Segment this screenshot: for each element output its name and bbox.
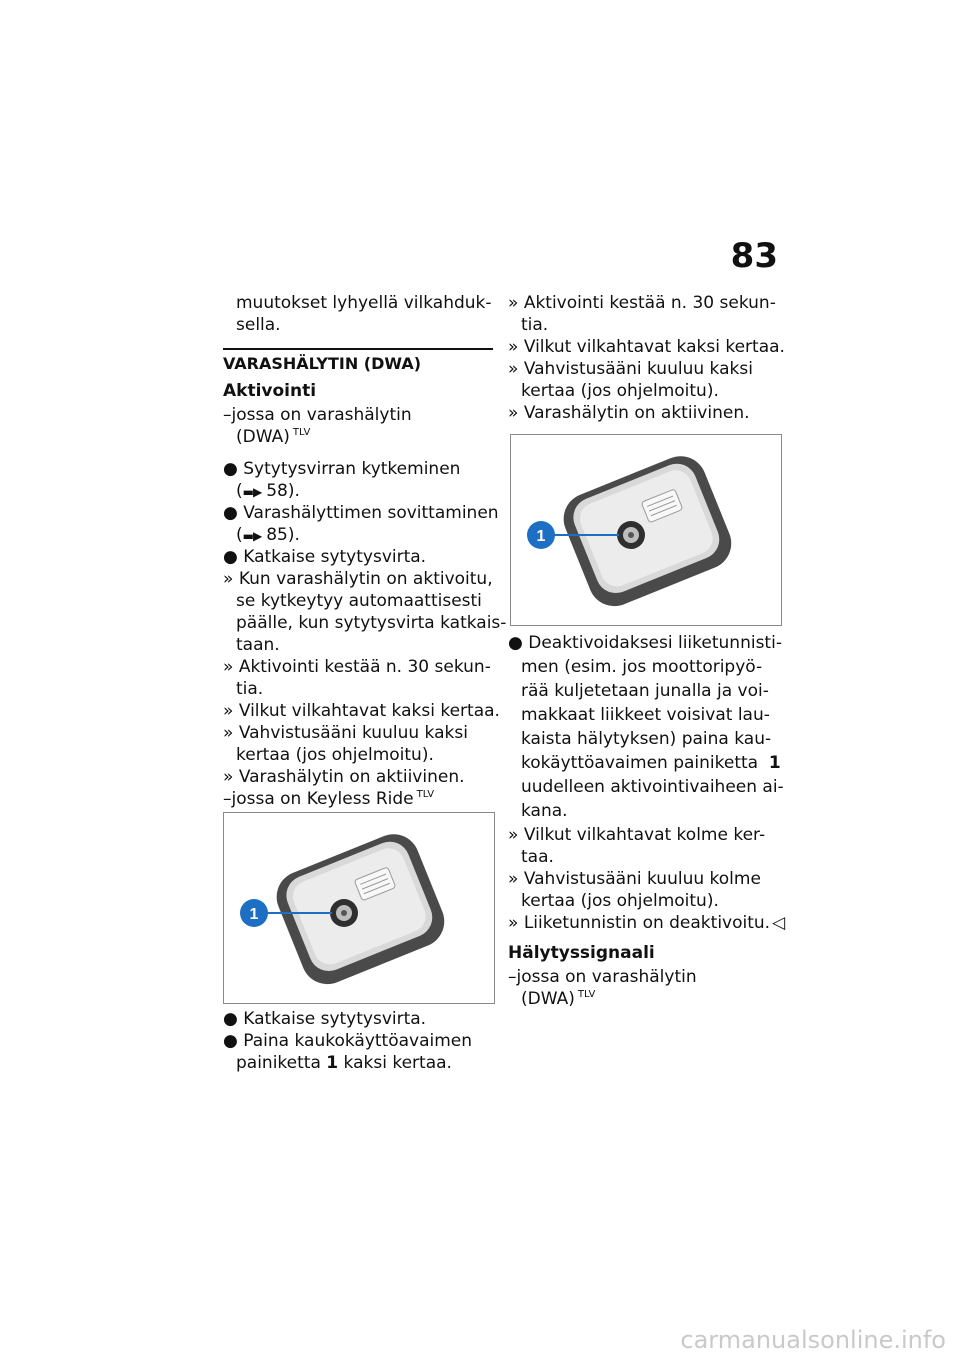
result-line: taa. (521, 847, 554, 867)
figure-callout: 1 (249, 906, 259, 923)
bullet-item: ● Paina kaukokäyttöavaimen (223, 1031, 473, 1051)
bullet-item: ● Varashälyttimen sovittaminen (223, 503, 499, 523)
result-item: » Vahvistusääni kuuluu kolme (508, 869, 761, 889)
condition-line: –jossa on varashälytin (223, 405, 412, 425)
bullet-line: uudelleen aktivointivaiheen ai- (521, 777, 784, 797)
bullet-line: kaista hälytyksen) paina kau- (521, 729, 772, 749)
double-chevron-icon: » (223, 723, 234, 743)
result-item: » Varashälytin on aktiivinen. (223, 767, 465, 787)
result-line: kertaa (jos ohjelmoitu). (236, 745, 434, 765)
intro-line: sella. (236, 315, 281, 335)
double-chevron-icon: » (223, 701, 234, 721)
page-reference[interactable]: (▬▶ 85). (236, 525, 300, 545)
bullet-icon: ● (223, 547, 238, 567)
result-item: » Varashälytin on aktiivinen. (508, 403, 750, 423)
bullet-item: ● Katkaise sytytysvirta. (223, 1009, 427, 1029)
page-number: 83 (730, 236, 778, 276)
condition-line: (DWA) $^{TLV}$ (236, 427, 311, 447)
result-line: se kytkeytyy automaattisesti (236, 591, 482, 611)
result-item: » Liiketunnistin on deaktivoitu. ◁ (508, 913, 786, 933)
result-item: » Aktivointi kestää n. 30 sekun- (223, 657, 491, 677)
tlv-superscript: TLV (577, 989, 596, 1000)
subheading: Hälytyssignaali (508, 943, 655, 963)
result-item: » Kun varashälytin on aktivoitu, (223, 569, 493, 589)
page-reference-arrow-icon: ▬▶ (242, 485, 262, 499)
watermark: carmanualsonline.info (680, 1326, 946, 1354)
subheading: Aktivointi (223, 381, 317, 401)
result-line: kertaa (jos ohjelmoitu). (521, 891, 719, 911)
bullet-icon: ● (223, 1031, 238, 1051)
double-chevron-icon: » (508, 337, 519, 357)
bullet-icon: ● (223, 503, 238, 523)
key-fob-illustration (511, 435, 781, 625)
bullet-icon: ● (508, 633, 523, 653)
condition-line: (DWA) $^{TLV}$ (521, 989, 596, 1009)
bullet-item: ● Deaktivoidaksesi liiketunnisti- (508, 633, 782, 653)
result-item: » Vilkut vilkahtavat kolme ker- (508, 825, 766, 845)
result-item: » Aktivointi kestää n. 30 sekun- (508, 293, 776, 313)
bullet-line: kana. (521, 801, 568, 821)
double-chevron-icon: » (508, 913, 519, 933)
result-line: tia. (521, 315, 549, 335)
double-chevron-icon: » (223, 767, 234, 787)
tlv-superscript: TLV (416, 789, 435, 800)
section-heading: VARASHÄLYTIN (DWA) (223, 354, 422, 373)
end-triangle-icon: ◁ (772, 913, 786, 933)
result-line: kertaa (jos ohjelmoitu). (521, 381, 719, 401)
double-chevron-icon: » (508, 869, 519, 889)
bullet-line: kokäyttöavaimen painiketta 1 (521, 753, 781, 773)
result-item: » Vilkut vilkahtavat kaksi kertaa. (223, 701, 500, 721)
result-line: taan. (236, 635, 280, 655)
condition-line: –jossa on Keyless Ride $^{TLV}$ (223, 789, 435, 809)
double-chevron-icon: » (508, 359, 519, 379)
double-chevron-icon: » (508, 403, 519, 423)
page-reference-arrow-icon: ▬▶ (242, 529, 262, 543)
key-fob-illustration (224, 813, 494, 1003)
bullet-line: rää kuljetetaan junalla ja voi- (521, 681, 769, 701)
bullet-line: makkaat liikkeet voisivat lau- (521, 705, 770, 725)
bullet-icon: ● (223, 459, 238, 479)
result-line: tia. (236, 679, 264, 699)
double-chevron-icon: » (223, 569, 234, 589)
intro-line: muutokset lyhyellä vilkahduk- (236, 293, 492, 313)
result-item: » Vahvistusääni kuuluu kaksi (223, 723, 468, 743)
page-reference[interactable]: (▬▶ 58). (236, 481, 300, 501)
bullet-item: ● Sytytysvirran kytkeminen (223, 459, 461, 479)
double-chevron-icon: » (508, 825, 519, 845)
tlv-superscript: TLV (292, 427, 311, 438)
key-fob-figure (510, 434, 782, 626)
bullet-item: ● Katkaise sytytysvirta. (223, 547, 427, 567)
bullet-line: men (esim. jos moottoripyö- (521, 657, 763, 677)
result-item: » Vahvistusääni kuuluu kaksi (508, 359, 753, 379)
key-fob-figure (223, 812, 495, 1004)
section-rule (223, 348, 493, 350)
condition-line: –jossa on varashälytin (508, 967, 697, 987)
figure-callout: 1 (536, 528, 546, 545)
double-chevron-icon: » (508, 293, 519, 313)
result-line: päälle, kun sytytysvirta katkais- (236, 613, 507, 633)
result-item: » Vilkut vilkahtavat kaksi kertaa. (508, 337, 785, 357)
double-chevron-icon: » (223, 657, 234, 677)
bullet-line: painiketta 1 kaksi kertaa. (236, 1053, 452, 1073)
bullet-icon: ● (223, 1009, 238, 1029)
